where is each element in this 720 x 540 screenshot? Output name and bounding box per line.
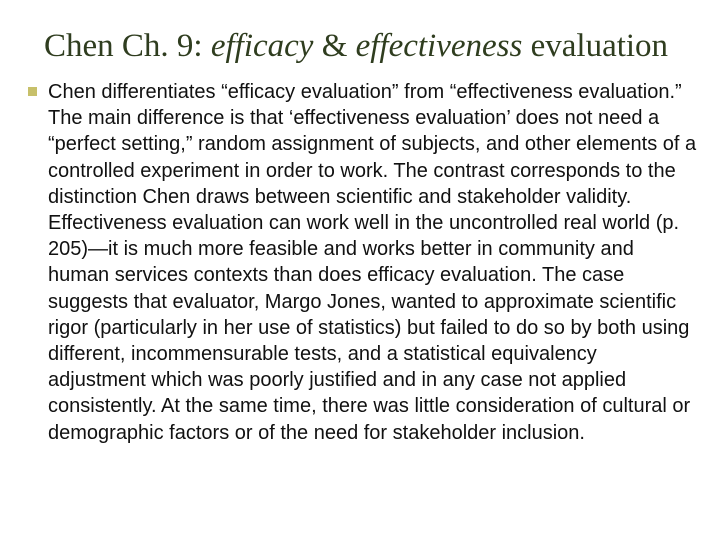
title-part-1: Chen Ch. 9: (44, 28, 211, 64)
slide-title (44, 26, 704, 66)
title-part-efficacy: efficacy (210, 28, 314, 64)
bullet-text: Chen differentiates “efficacy evaluation” from “effectiveness evaluation.” The main difference is that ‘effectiveness evaluation’ does not need a “perfect setting,” random assignment of subjects, and other elements of a controlled experiment in order to work. The contrast corresponds to the distinction Chen draws between scientific and stakeholder validity. Effectiveness evaluation can work well in the uncontrolled real world (p. 205)—it is much more feasible and works better in community and human services contexts than does efficacy evaluation. The case suggests that evaluator, Margo Jones, wanted to approximate scientific rigor (particularly in her use of statistics) but failed to do so by both using different, incommensurable tests, and a statistical equivalency adjustment which was poorly justified and in any case not applied consistently. At the same time, there was little consideration of cultural or demographic factors or of the need for stakeholder inclusion. (48, 81, 697, 444)
title-part-ampersand: & (313, 28, 356, 64)
title-part-effectiveness: effectiveness (355, 28, 523, 64)
square-bullet-icon (28, 87, 37, 96)
title-part-5: evaluation (522, 28, 669, 64)
